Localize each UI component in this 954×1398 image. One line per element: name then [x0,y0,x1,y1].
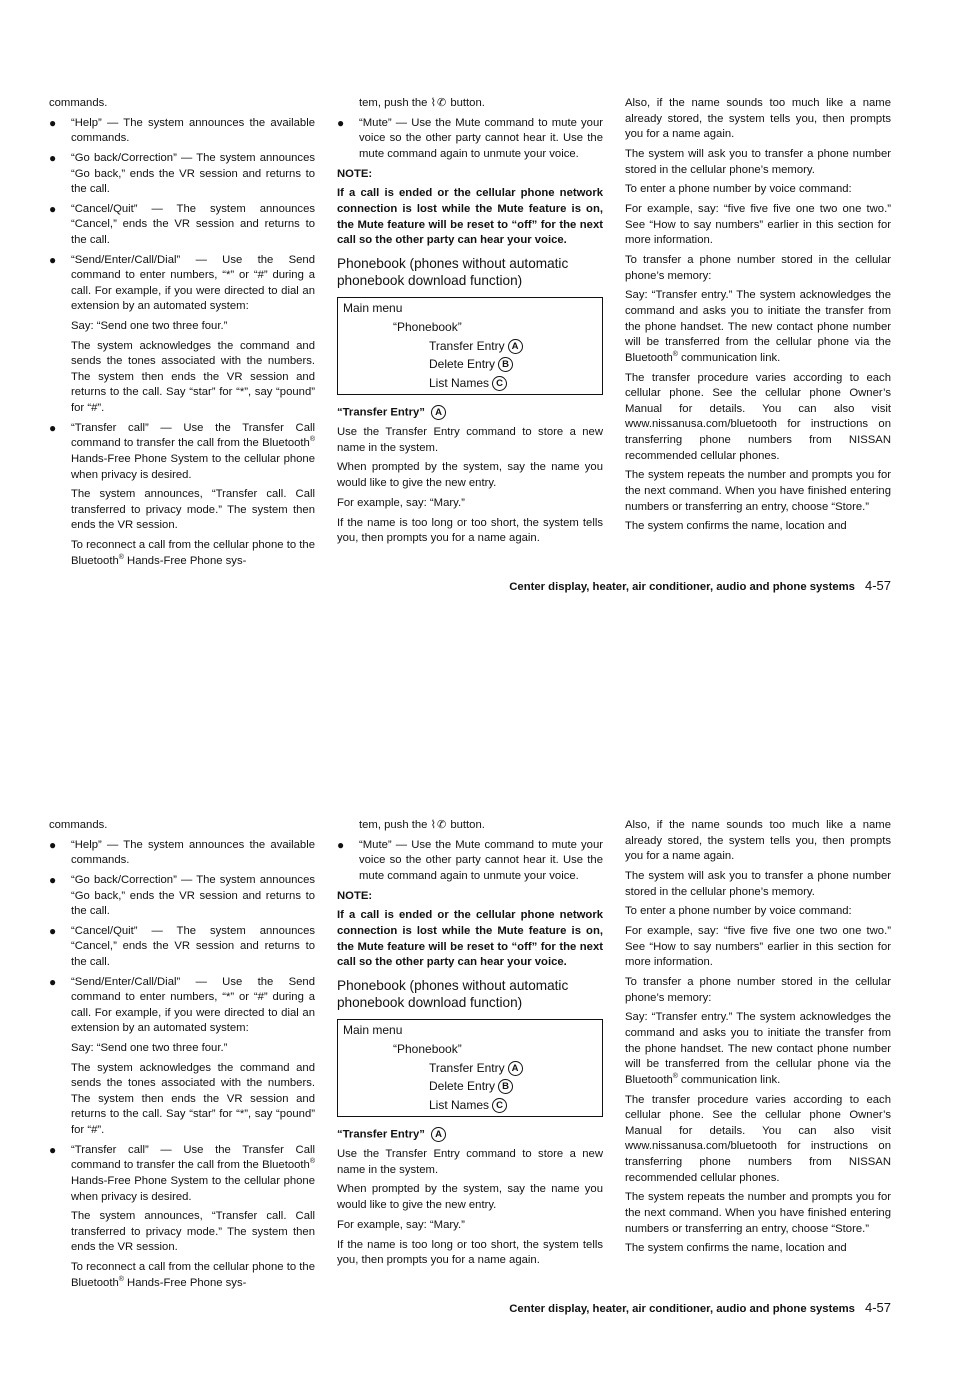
menu-phonebook-label: “Phonebook” [393,319,462,334]
bullet-icon: ● [49,837,57,852]
also-text: Also, if the name sounds too much like a name already stored, the system tells you, then prompts you for a name again. [625,819,891,863]
registered-mark: ® [309,436,315,444]
menu-phonebook-label: “Phonebook” [393,1041,462,1056]
footer-title: Center display, heater, air conditioner, audio and phone systems [509,581,855,593]
command-list [49,116,315,315]
callout-a-icon: A [508,339,523,354]
list-item: ● “Cancel/Quit” — The system announces “Cancel,” ends the VR session and returns to the call. [49,201,315,246]
command-list-2 [49,421,315,483]
procedure-text: The transfer procedure varies according to each cellular phone. See the cellular phone Owner’s Manual for details. You can also visit www.nissanusa.com/bluetooth for instructions on transferring phone numbers from NISSAN recommended cellular phones. [625,371,891,462]
note-body: If a call is ended or the cellular phone network connection is lost while the Mute feature is on, the Mute feature will be reset to “off” for the next call so the other party can hear your voice. [337,187,603,247]
transfer-announce-text: The system announces, “Transfer call. Call transferred to privacy mode.” The system then ends the VR session. [71,488,315,532]
list-item: ● “Go back/Correction” — The system announces “Go back,” ends the VR session and returns to the call. [49,150,315,196]
manual-page-bottom [0,722,954,1398]
list-item: ● “Go back/Correction” — The system announces “Go back,” ends the VR session and returns to the call. [49,872,315,918]
command-list-3 [337,116,603,163]
bullet-icon: ● [337,115,345,130]
footer-title: Center display, heater, air conditioner, audio and phone systems [509,1303,855,1315]
menu-transfer-entry: Transfer Entry A [429,1059,523,1078]
enter-text: To enter a phone number by voice command: [625,183,852,196]
registered-mark: ® [309,1158,315,1166]
list-item: ● “Mute” — Use the Mute command to mute your voice so the other party cannot hear it. Use the mute command again to unmute your voice. [337,115,603,160]
registered-mark: ® [118,1276,124,1284]
list-item: ● “Help” — The system announces the available commands. [49,115,315,145]
example-numbers-text: For example, say: “five five five one two one two.” See “How to say numbers” earlier in this section for more information. [625,203,891,247]
callout-b-icon: B [498,1079,513,1094]
list-item: ● “Mute” — Use the Mute command to mute your voice so the other party cannot hear it. Use the mute command again to unmute your voice. [337,837,603,882]
bullet-icon: ● [49,115,57,130]
menu-main-label: Main menu [343,1022,403,1037]
say-send-text: Say: “Send one two three four.” [71,319,228,332]
continuation-text: tem, push the ⌇✆ button. [359,819,485,831]
menu-list-names: List Names C [429,374,507,393]
send-ack-text: The system acknowledges the command and sends the tones associated with the numbers. The system then ends the VR session and returns to the call. Say “star” for “*”, say “pound” for “#”. [71,1061,315,1137]
registered-mark: ® [672,1073,678,1081]
reconnect-text: To reconnect a call from the cellular phone to the Bluetooth® Hands-Free Phone sys- [71,539,315,567]
phone-voice-icon: ⌇✆ [430,819,448,831]
prompted-text: When prompted by the system, say the name you would like to give the new entry. [337,1183,603,1211]
column-2 [337,818,603,1273]
note-heading: NOTE: [337,889,373,902]
callout-a-icon: A [508,1061,523,1076]
transfer-entry-heading: “Transfer Entry” A [337,405,603,421]
bullet-icon: ● [49,923,57,938]
repeats-text: The system repeats the number and prompts you for the next command. When you have finished entering numbers or transferring an entry, choose “Store.” [625,469,891,513]
list-item: ● “Help” — The system announces the available commands. [49,837,315,867]
menu-main-label: Main menu [343,300,403,315]
example-text: For example, say: “Mary.” [337,1218,465,1231]
bullet-icon: ● [337,837,345,852]
column-1 [49,96,315,574]
note-body: If a call is ended or the cellular phone network connection is lost while the Mute feature is on, the Mute feature will be reset to “off” for the next call so the other party can hear your voice. [337,909,603,969]
page-footer [509,578,891,593]
menu-transfer-entry: Transfer Entry A [429,337,523,356]
transfer-stored-text: To transfer a phone number stored in the cellular phone’s memory: [625,254,891,282]
transfer-entry-body: Use the Transfer Entry command to store a new name in the system. [337,425,603,454]
ask-text: The system will ask you to transfer a phone number stored in the cellular phone’s memory. [625,147,891,176]
example-numbers-text: For example, say: “five five five one two one two.” See “How to say numbers” earlier in this section for more information. [625,925,891,969]
reconnect-text: To reconnect a call from the cellular phone to the Bluetooth® Hands-Free Phone sys- [71,1261,315,1289]
phone-voice-icon: ⌇✆ [430,97,448,109]
manual-page-top [0,0,954,676]
say-send-text: Say: “Send one two three four.” [71,1041,228,1054]
too-long-text: If the name is too long or too short, the system tells you, then prompts you for a name again. [337,1238,603,1267]
enter-text: To enter a phone number by voice command: [625,905,852,918]
procedure-text: The transfer procedure varies according to each cellular phone. See the cellular phone Owner’s Manual for details. You can also visit www.nissanusa.com/bluetooth for instructions on transferring phone numbers from NISSAN recommended cellular phones. [625,1093,891,1184]
confirms-text: The system confirms the name, location and [625,1242,847,1255]
menu-diagram [337,1019,603,1117]
transfer-entry-heading: “Transfer Entry” A [337,1127,603,1143]
note-heading: NOTE: [337,167,373,180]
column-3 [625,96,891,539]
page-footer [509,1300,891,1315]
transfer-entry-body: Use the Transfer Entry command to store a new name in the system. [337,1147,603,1176]
say-transfer-text: Say: “Transfer entry.” The system acknowledges the command and asks you to initiate the transfer from the phone handset. The new contact phone number will be transferred from the cellular phone via the Bluetooth® communication link. [625,1011,891,1086]
confirms-text: The system confirms the name, location and [625,520,847,533]
callout-a-icon: A [431,1127,446,1142]
bullet-icon: ● [49,1142,57,1157]
bullet-icon: ● [49,150,57,165]
section-subheading: Phonebook (phones without automatic phonebook download function) [337,977,569,1010]
callout-c-icon: C [492,1098,507,1113]
bullet-icon: ● [49,201,57,216]
repeats-text: The system repeats the number and prompts you for the next command. When you have finished entering numbers or transferring an entry, choose “Store.” [625,1191,891,1235]
intro-text: commands. [49,97,108,109]
list-item: ● “Transfer call” — Use the Transfer Call command to transfer the call from the Bluetooth® Hands-Free Phone System to the cellular phone when privacy is desired. [49,1142,315,1203]
bullet-icon: ● [49,420,57,435]
transfer-announce-text: The system announces, “Transfer call. Call transferred to privacy mode.” The system then ends the VR session. [71,1210,315,1254]
transfer-stored-text: To transfer a phone number stored in the cellular phone’s memory: [625,976,891,1004]
bullet-icon: ● [49,974,57,989]
bullet-icon: ● [49,252,57,267]
send-ack-text: The system acknowledges the command and sends the tones associated with the numbers. The system then ends the VR session and returns to the call. Say “star” for “*”, say “pound” for “#”. [71,339,315,415]
list-item: ● “Cancel/Quit” — The system announces “Cancel,” ends the VR session and returns to the call. [49,923,315,968]
intro-text: commands. [49,819,108,831]
example-text: For example, say: “Mary.” [337,496,465,509]
menu-delete-entry: Delete Entry B [429,1077,513,1096]
prompted-text: When prompted by the system, say the name you would like to give the new entry. [337,461,603,489]
continuation-text: tem, push the ⌇✆ button. [359,97,485,109]
command-list [49,838,315,1037]
page-number: 4-57 [864,578,891,593]
menu-list-names: List Names C [429,1096,507,1115]
bullet-icon: ● [49,872,57,887]
also-text: Also, if the name sounds too much like a name already stored, the system tells you, then prompts you for a name again. [625,97,891,141]
page-number: 4-57 [864,1300,891,1315]
section-subheading: Phonebook (phones without automatic phonebook download function) [337,255,569,288]
command-list-3 [337,838,603,885]
list-item: ● “Transfer call” — Use the Transfer Call command to transfer the call from the Bluetooth® Hands-Free Phone System to the cellular phone when privacy is desired. [49,420,315,481]
column-2 [337,96,603,551]
menu-diagram [337,297,603,395]
ask-text: The system will ask you to transfer a phone number stored in the cellular phone’s memory. [625,869,891,898]
callout-b-icon: B [498,357,513,372]
menu-delete-entry: Delete Entry B [429,355,513,374]
list-item: ● “Send/Enter/Call/Dial” — Use the Send command to enter numbers, “*” or “#” during a call. For example, if you were directed to dial an extension by an automated system: [49,252,315,313]
say-transfer-text: Say: “Transfer entry.” The system acknowledges the command and asks you to initiate the transfer from the phone handset. The new contact phone number will be transferred from the cellular phone via the Bluetooth® communication link. [625,289,891,364]
registered-mark: ® [672,351,678,359]
callout-c-icon: C [492,376,507,391]
command-list-2 [49,1143,315,1205]
list-item: ● “Send/Enter/Call/Dial” — Use the Send command to enter numbers, “*” or “#” during a call. For example, if you were directed to dial an extension by an automated system: [49,974,315,1035]
column-3 [625,818,891,1261]
callout-a-icon: A [431,405,446,420]
registered-mark: ® [118,554,124,562]
too-long-text: If the name is too long or too short, the system tells you, then prompts you for a name again. [337,516,603,545]
column-1 [49,818,315,1296]
